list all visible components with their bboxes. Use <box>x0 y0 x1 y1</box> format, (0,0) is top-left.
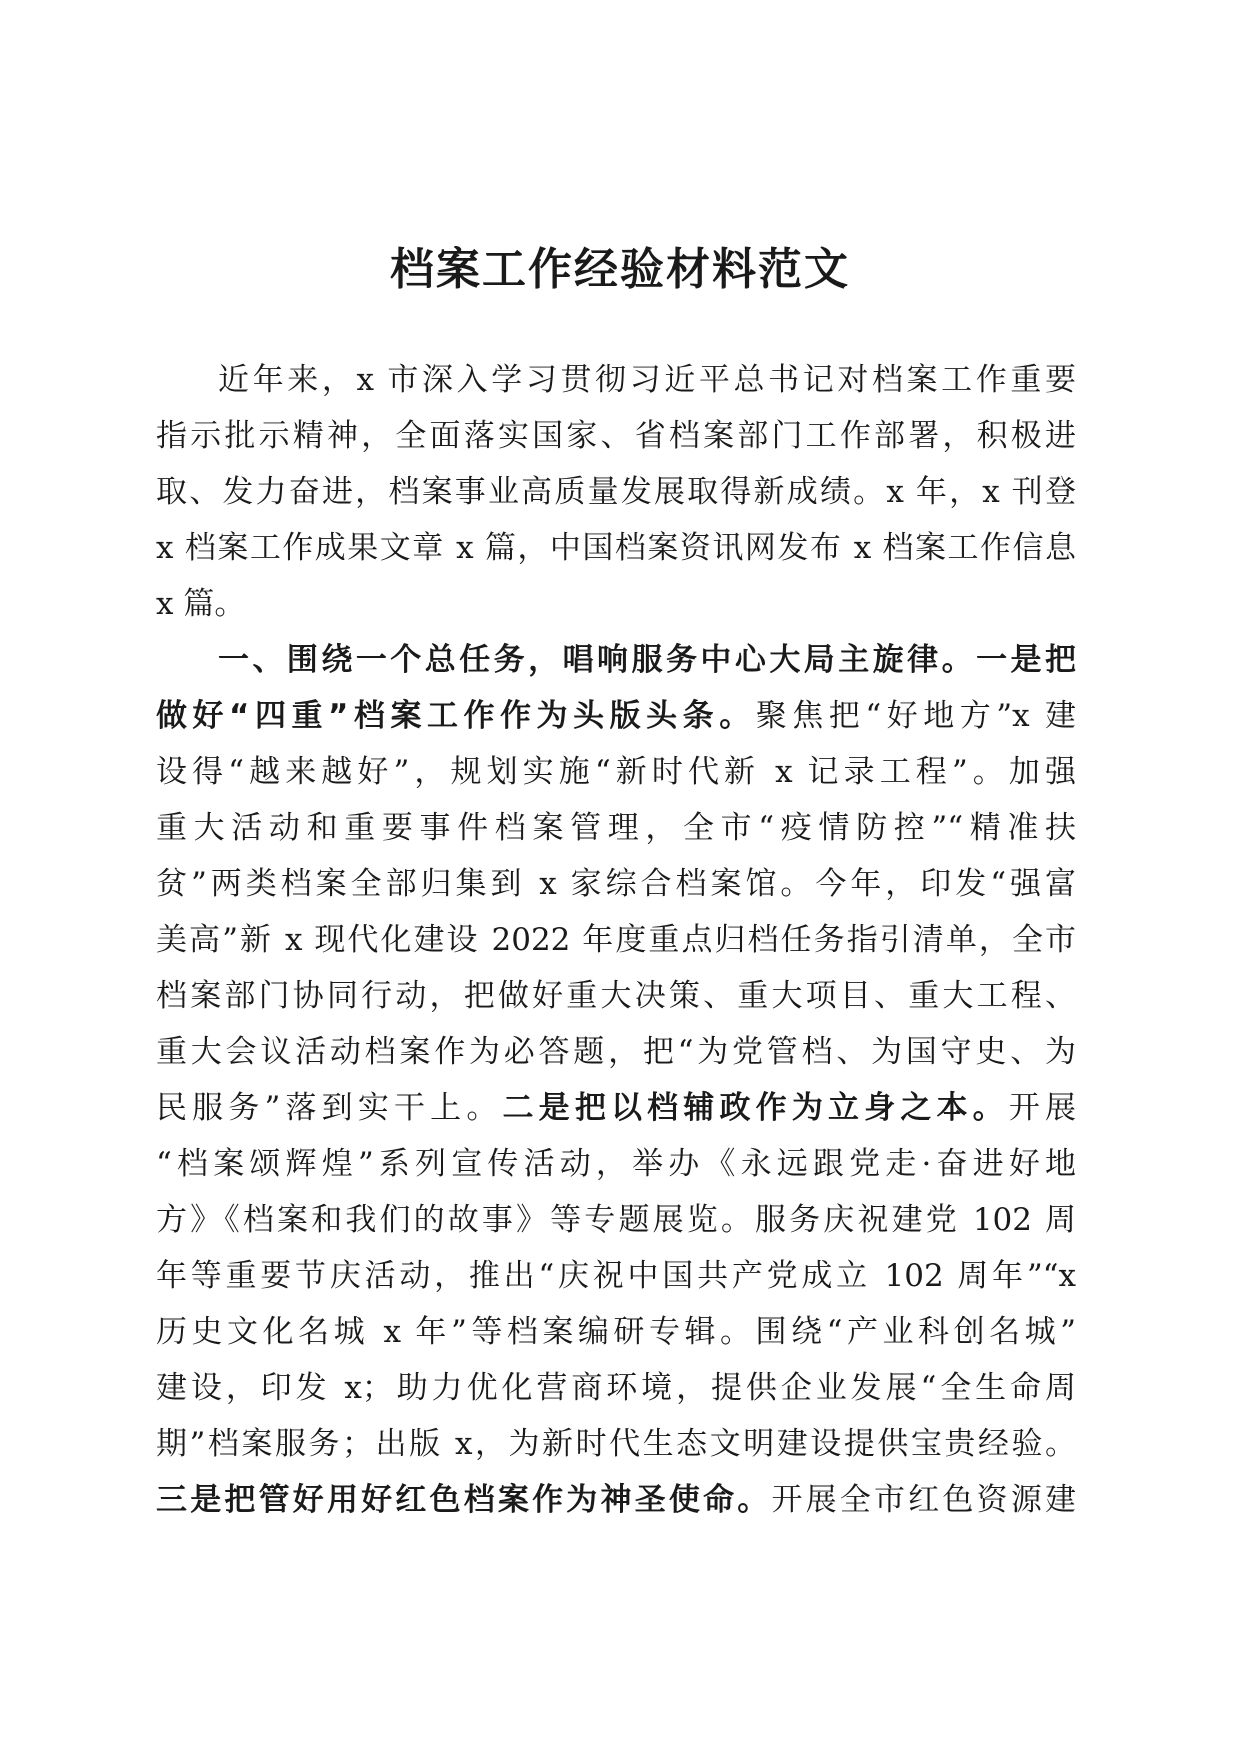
text-line: 取、发力奋进，档案事业高质量发展取得新成绩。x 年，x 刊登 <box>156 474 1076 510</box>
text-line: 设得“越来越好”，规划实施“新时代新 x 记录工程”。加强 <box>156 754 1076 790</box>
text-line: 指示批示精神，全面落实国家、省档案部门工作部署，积极进 <box>156 418 1076 454</box>
text-line: 重大活动和重要事件档案管理，全市“疫情防控”“精准扶 <box>156 810 1076 846</box>
document-body <box>156 352 1076 1528</box>
section-heading-line <box>156 632 1076 688</box>
subheading: 三是把管好用好红色档案作为神圣使命。 <box>156 1482 772 1518</box>
text-line: 建设，印发 x；助力优化营商环境，提供企业发展“全生命周 <box>156 1370 1076 1406</box>
text-line: 贫”两类档案全部归集到 x 家综合档案馆。今年，印发“强富 <box>156 866 1076 902</box>
text-line: 档案部门协同行动，把做好重大决策、重大项目、重大工程、 <box>156 978 1076 1014</box>
text-line: 近年来，x 市深入学习贯彻习近平总书记对档案工作重要 <box>218 362 1076 398</box>
text-line: 年等重要节庆活动，推出“庆祝中国共产党成立 102 周年”“x <box>156 1258 1076 1294</box>
document-title: 档案工作经验材料范文 <box>390 244 850 295</box>
text-line: 重大会议活动档案作为必答题，把“为党管档、为国守史、为 <box>156 1034 1076 1070</box>
text-line: x 档案工作成果文章 x 篇，中国档案资讯网发布 x 档案工作信息 <box>156 530 1076 566</box>
text-line: 方》《档案和我们的故事》等专题展览。服务庆祝建党 102 周 <box>156 1202 1076 1238</box>
text-line: “档案颂辉煌”系列宣传活动，举办《永远跟党走·奋进好地 <box>156 1146 1076 1182</box>
subheading: 二是把以档辅政作为立身之本。 <box>502 1090 1009 1126</box>
text-line: 期”档案服务；出版 x，为新时代生态文明建设提供宝贵经验。 <box>156 1426 1076 1462</box>
text-line: 做好“四重”档案工作作为头版头条。聚焦把“好地方”x 建 <box>156 698 1076 734</box>
section-heading: 一、围绕一个总任务，唱响服务中心大局主旋律。一是把 <box>218 642 1076 678</box>
text-line: 美高”新 x 现代化建设 2022 年度重点归档任务指引清单，全市 <box>156 922 1076 958</box>
text-line: 历史文化名城 x 年”等档案编研专辑。围绕“产业科创名城” <box>156 1314 1076 1350</box>
text-line: 三是把管好用好红色档案作为神圣使命。开展全市红色资源建 <box>156 1482 1077 1518</box>
subheading: 做好“四重”档案工作作为头版头条。 <box>156 698 756 734</box>
text-line: 民服务”落到实干上。二是把以档辅政作为立身之本。开展 <box>156 1090 1077 1126</box>
text-line: x 篇。 <box>156 586 246 622</box>
